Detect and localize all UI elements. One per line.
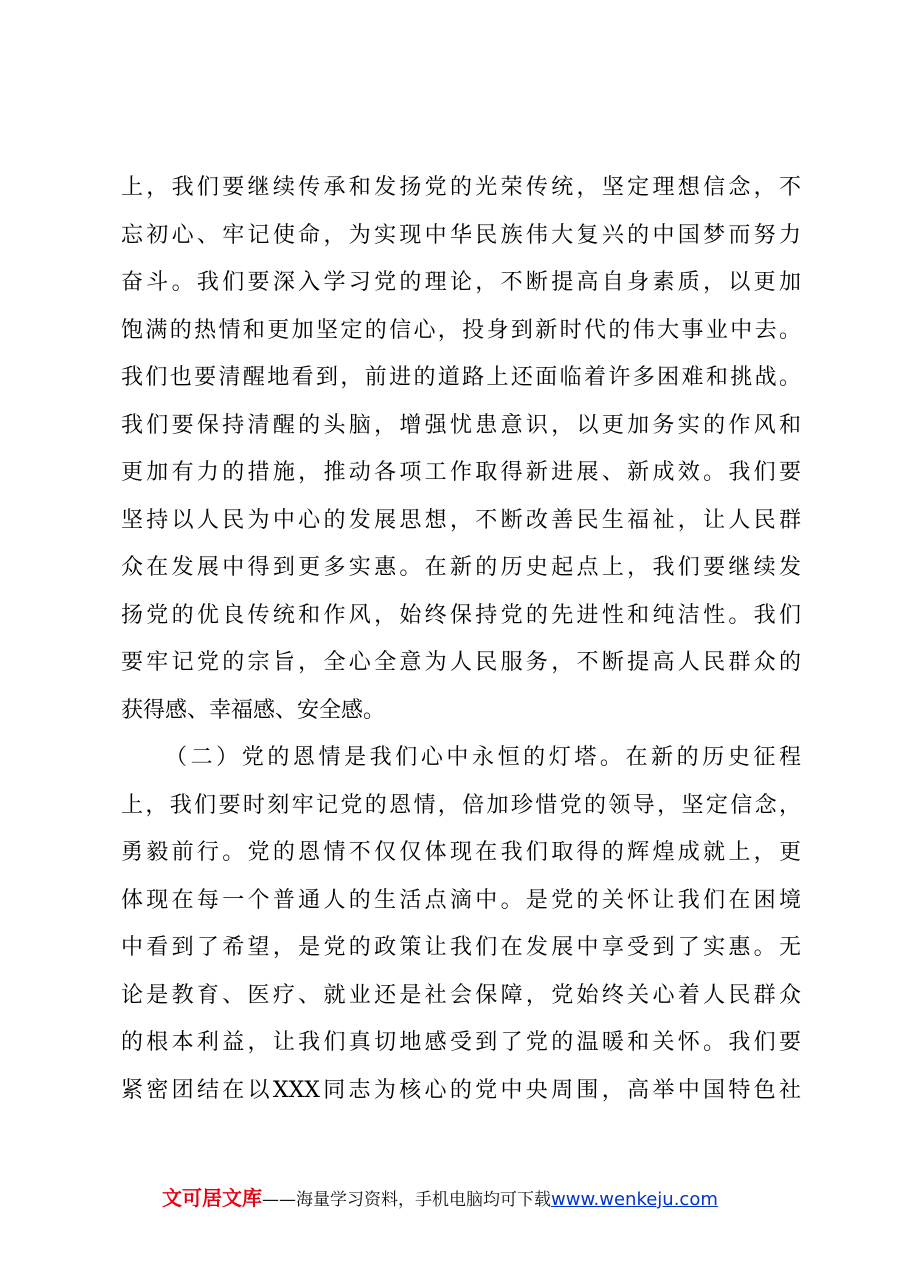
footer-url-link[interactable]: www.wenkeju.com — [551, 1189, 718, 1210]
section-heading-line: （二）党的恩情是我们心中永恒的灯塔。在新的历史征程 — [165, 745, 801, 770]
text-line: 要牢记党的宗旨，全心全意为人民服务，不断提高人民群众的 — [121, 650, 801, 675]
text-line: 上，我们要时刻牢记党的恩情，倍加珍惜党的领导，坚定信念， — [121, 792, 801, 818]
text-line: 饱满的热情和更加坚定的信心，投身到新时代的伟大事业中去。 — [121, 317, 801, 343]
footer-tagline: ——海量学习资料，手机电脑均可下载 — [262, 1190, 551, 1210]
text-line: 紧密团结在以XXX同志为核心的党中央周围，高举中国特色社 — [121, 1077, 801, 1103]
footer-brand: 文可居文库 — [162, 1186, 262, 1210]
text-line: 坚持以人民为中心的发展思想，不断改善民生福祉，让人民群 — [121, 507, 801, 533]
text-line: 忘初心、牢记使命，为实现中华民族伟大复兴的中国梦而努力 — [121, 222, 801, 248]
document-body — [121, 164, 801, 1114]
text-line: 的根本利益，让我们真切地感受到了党的温暖和关怀。我们要 — [121, 1030, 801, 1055]
text-line: 我们也要清醒地看到，前进的道路上还面临着许多困难和挑战。 — [121, 365, 801, 390]
text-line: 众在发展中得到更多实惠。在新的历史起点上，我们要继续发 — [121, 555, 801, 580]
footer-banner — [162, 1182, 718, 1211]
text-line: 获得感、幸福感、安全感。 — [121, 697, 386, 723]
text-line: 我们要保持清醒的头脑，增强忧患意识，以更加务实的作风和 — [121, 412, 801, 438]
text-line: 论是教育、医疗、就业还是社会保障，党始终关心着人民群众 — [121, 982, 801, 1008]
text-line: 勇毅前行。党的恩情不仅仅体现在我们取得的辉煌成就上，更 — [121, 840, 801, 865]
text-line: 体现在每一个普通人的生活点滴中。是党的关怀让我们在困境 — [121, 887, 801, 913]
text-line: 更加有力的措施，推动各项工作取得新进展、新成效。我们要 — [121, 460, 801, 485]
text-line: 扬党的优良传统和作风，始终保持党的先进性和纯洁性。我们 — [121, 602, 801, 628]
text-line: 中看到了希望，是党的政策让我们在发展中享受到了实惠。无 — [121, 935, 801, 960]
text-line: 奋斗。我们要深入学习党的理论，不断提高自身素质，以更加 — [121, 270, 801, 295]
text-line: 上，我们要继续传承和发扬党的光荣传统，坚定理想信念，不 — [121, 175, 801, 200]
